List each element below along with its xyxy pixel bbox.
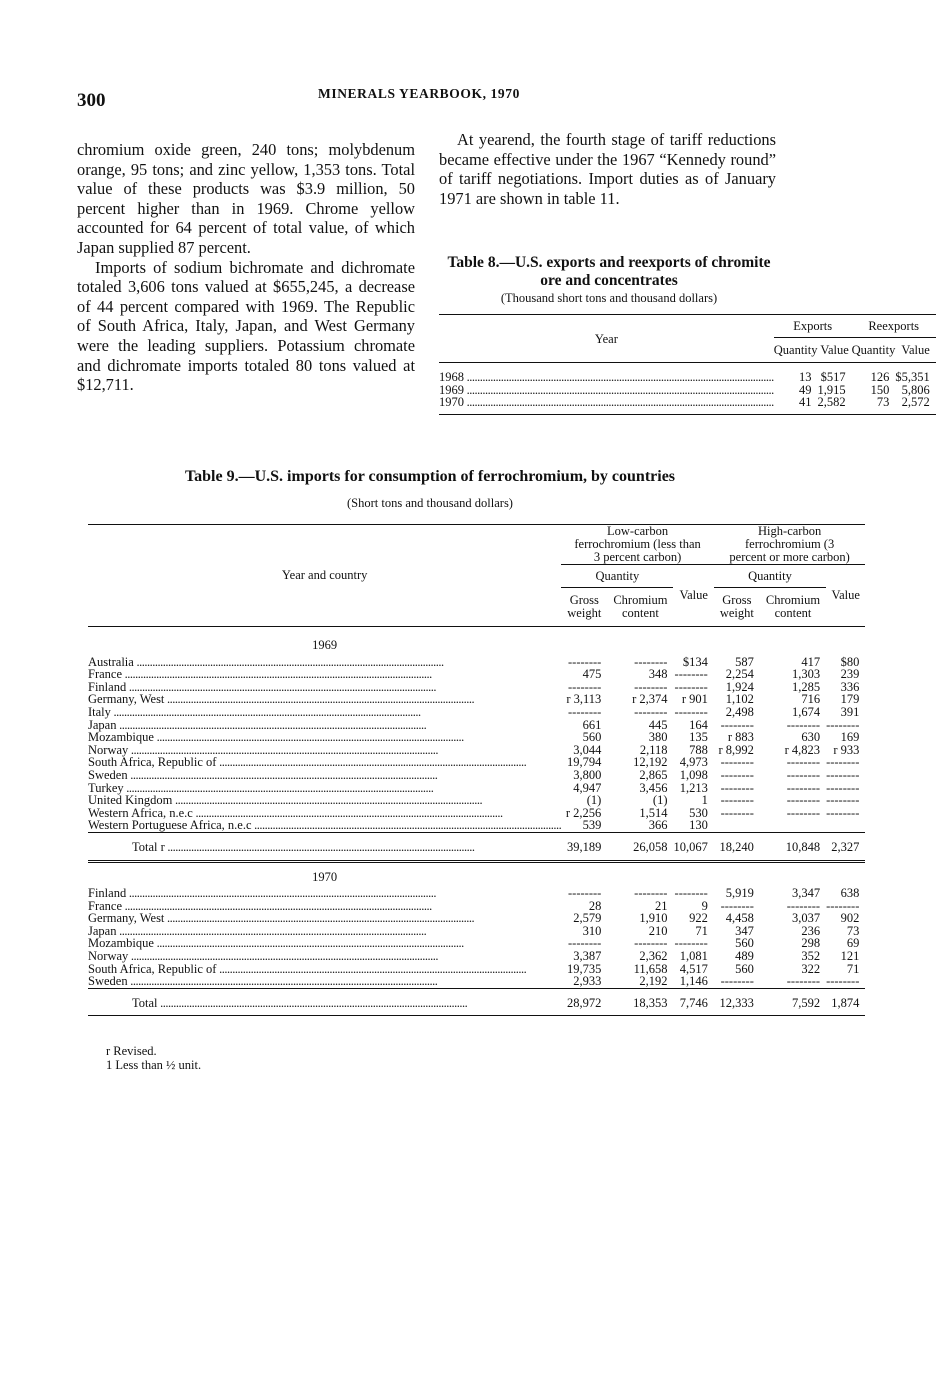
table9-cell: 336 bbox=[840, 679, 860, 694]
table9-col-value-low: Value bbox=[673, 565, 713, 627]
table9-cell: -------- bbox=[634, 886, 668, 901]
footnote-revised: r Revised. bbox=[106, 1044, 157, 1058]
table9-country: United Kingdom ..... bbox=[88, 794, 561, 807]
table9-cell: -------- bbox=[674, 704, 708, 719]
table9-country: Norway ..... bbox=[88, 744, 561, 757]
table9-cell: -------- bbox=[786, 780, 821, 795]
table9-cell: r 3,113 bbox=[566, 692, 602, 707]
table9-cell: -------- bbox=[720, 767, 754, 782]
table9-cell: -------- bbox=[568, 704, 602, 719]
table9-group-high-carbon: High-carbon ferrochromium (3 percent or more carbon) bbox=[729, 524, 850, 564]
table9-country: France ..... bbox=[88, 900, 561, 913]
table9-cell: 28 bbox=[588, 898, 602, 913]
table9-cell: -------- bbox=[786, 717, 821, 732]
table9-total-cell: 10,848 bbox=[785, 839, 821, 854]
table9-cell: -------- bbox=[674, 886, 708, 901]
table9-row bbox=[88, 887, 865, 900]
table8-cell: $517 bbox=[820, 370, 846, 384]
table9-country: Italy ..... bbox=[88, 706, 561, 719]
table9-cell: -------- bbox=[826, 805, 860, 820]
table9-country: South Africa, Republic of ..... bbox=[88, 756, 561, 769]
table9-row bbox=[88, 769, 865, 782]
table9-cell: 3,044 bbox=[573, 742, 602, 757]
table8-cell: 49 bbox=[799, 382, 812, 397]
table9-cell: 2,118 bbox=[639, 742, 668, 757]
table9-cell: -------- bbox=[786, 793, 821, 808]
table9-cell: r 933 bbox=[833, 742, 860, 757]
table9-country: Norway ..... bbox=[88, 950, 561, 963]
table9-cell: (1) bbox=[586, 793, 602, 808]
table9-empty-cell bbox=[673, 627, 713, 656]
table9-row bbox=[88, 912, 865, 925]
table9-cell: 630 bbox=[801, 730, 821, 745]
table8-cell: 126 bbox=[870, 370, 890, 384]
table8-cell: 1,915 bbox=[817, 382, 846, 397]
table9-cell: 236 bbox=[801, 923, 821, 938]
table9-cell: r 4,823 bbox=[784, 742, 821, 757]
table9-total-row bbox=[88, 832, 865, 861]
table9-total-cell: 39,189 bbox=[566, 839, 602, 854]
table9-cell: 322 bbox=[801, 961, 821, 976]
table9-total-cell: 12,333 bbox=[719, 995, 754, 1010]
table9-cell: 73 bbox=[846, 923, 860, 938]
table8 bbox=[439, 314, 936, 415]
table9-cell: -------- bbox=[826, 717, 860, 732]
table9-cell: 1,924 bbox=[725, 679, 754, 694]
table9-col-gross-weight: Gross weight bbox=[567, 593, 602, 620]
table9-empty-cell bbox=[673, 861, 713, 887]
table9-cell: 587 bbox=[735, 654, 754, 669]
table9-row bbox=[88, 794, 865, 807]
table9-cell: 4,947 bbox=[573, 780, 602, 795]
table9-cell: 716 bbox=[801, 692, 821, 707]
table8-cell: 73 bbox=[876, 395, 890, 410]
table9-cell: 310 bbox=[582, 923, 602, 938]
table9-empty-cell bbox=[714, 627, 760, 656]
table9-quantity-high: Quantity bbox=[714, 565, 826, 588]
table9-total-row bbox=[88, 988, 865, 1016]
left-column bbox=[77, 140, 415, 395]
table9-cell: -------- bbox=[786, 898, 821, 913]
table9-col-value-high: Value bbox=[826, 565, 865, 627]
table9-cell: 2,933 bbox=[573, 974, 602, 989]
table9-total-cell: 10,067 bbox=[673, 839, 708, 854]
table9-cell: 475 bbox=[582, 667, 602, 682]
table9-col-country: Year and country bbox=[281, 568, 368, 582]
table9-cell: -------- bbox=[786, 755, 821, 770]
table9-cell: 4,517 bbox=[679, 961, 708, 976]
table9-cell: 121 bbox=[840, 949, 860, 964]
table8-col-value: Value bbox=[895, 338, 935, 363]
table9-row bbox=[88, 668, 865, 681]
table8-group-reexports: Reexports bbox=[868, 318, 920, 333]
table9-cell: -------- bbox=[720, 780, 754, 795]
table9-cell: -------- bbox=[720, 805, 754, 820]
table9-cell: -------- bbox=[786, 974, 821, 989]
body-paragraph: At yearend, the fourth stage of tariff reductions became effective under the 1967 “Kennedy round” of tariff negotiations. Import duties as of January 1971 are shown in table 11. bbox=[439, 130, 776, 208]
table9-empty-cell bbox=[760, 861, 826, 887]
table9-cell: -------- bbox=[634, 654, 668, 669]
table9-total-cell: 18,240 bbox=[719, 839, 754, 854]
table9-cell: 2,865 bbox=[639, 767, 668, 782]
table9-cell: 489 bbox=[735, 949, 754, 964]
table9-cell: 788 bbox=[689, 742, 708, 757]
table9-cell: 352 bbox=[801, 949, 821, 964]
table9-country: Western Africa, n.e.c ..... bbox=[88, 807, 561, 820]
table9-cell: 380 bbox=[648, 730, 668, 745]
table9-empty-cell bbox=[714, 861, 760, 887]
table9-subtitle: (Short tons and thousand dollars) bbox=[347, 496, 513, 510]
table9-country: France ..... bbox=[88, 668, 561, 681]
table9-country: Sweden ..... bbox=[88, 769, 561, 782]
table9-cell: 1,910 bbox=[639, 911, 668, 926]
table9-row bbox=[88, 975, 865, 988]
table9-cell: -------- bbox=[826, 974, 860, 989]
table8-col-quantity: Quantity bbox=[852, 338, 896, 363]
table9-cell: 2,254 bbox=[725, 667, 754, 682]
table9-cell: 2,498 bbox=[725, 704, 754, 719]
table9-country: Finland ..... bbox=[88, 887, 561, 900]
table9-cell: 135 bbox=[689, 730, 708, 745]
table9-year-label: 1970 bbox=[312, 869, 338, 884]
table9-cell: 11,658 bbox=[633, 961, 668, 976]
table8-year: 1969 ..... bbox=[439, 384, 774, 397]
table9-cell: 1,303 bbox=[791, 667, 821, 682]
table9-cell: -------- bbox=[674, 679, 708, 694]
table9-cell: -------- bbox=[826, 767, 860, 782]
table9-cell: 366 bbox=[648, 818, 668, 833]
table9-row bbox=[88, 950, 865, 963]
table9-cell: r 883 bbox=[727, 730, 754, 745]
table9-country: Turkey ..... bbox=[88, 782, 561, 795]
table9-cell: 1,102 bbox=[725, 692, 754, 707]
table9-cell: 1,146 bbox=[679, 974, 708, 989]
running-head: MINERALS YEARBOOK, 1970 bbox=[318, 86, 520, 101]
table9-total-cell: 1,874 bbox=[831, 995, 860, 1010]
table8-title: Table 8.—U.S. exports and reexports of chromite ore and concentrates bbox=[447, 254, 771, 289]
table9-empty-cell bbox=[760, 627, 826, 656]
table9-cell: 71 bbox=[846, 961, 860, 976]
table9-cell: 130 bbox=[689, 818, 708, 833]
table9-year-row bbox=[88, 861, 865, 887]
table9-cell: -------- bbox=[786, 767, 821, 782]
table9-cell: -------- bbox=[568, 654, 602, 669]
table9-cell: 1,098 bbox=[679, 767, 708, 782]
table9-cell: 1 bbox=[701, 793, 708, 808]
table9-cell bbox=[760, 819, 826, 832]
table9-cell: -------- bbox=[720, 717, 754, 732]
table9-cell: -------- bbox=[674, 936, 708, 951]
footnote-less-than-half: 1 Less than ½ unit. bbox=[106, 1058, 202, 1072]
table8-cell: 41 bbox=[799, 395, 812, 410]
table9-country: South Africa, Republic of ..... bbox=[88, 963, 561, 976]
table8-group-exports: Exports bbox=[793, 318, 833, 333]
table8-bottom-rule bbox=[439, 409, 936, 415]
table8-year: 1968 ..... bbox=[439, 363, 774, 384]
table9-total-cell: 7,746 bbox=[679, 995, 708, 1010]
table9-cell: 539 bbox=[582, 818, 602, 833]
table9-cell: 348 bbox=[648, 667, 668, 682]
table9-cell: -------- bbox=[826, 898, 860, 913]
table9-total-cell: 18,353 bbox=[633, 995, 668, 1010]
table9-cell: $134 bbox=[682, 654, 708, 669]
table9-cell: -------- bbox=[568, 886, 602, 901]
table9-col-chromium-content: Chromium content bbox=[765, 593, 821, 620]
table9-total-cell: 26,058 bbox=[633, 839, 668, 854]
table9-cell: -------- bbox=[720, 974, 754, 989]
table9-year-label: 1969 bbox=[312, 638, 338, 652]
table9-cell: r 2,374 bbox=[632, 692, 668, 707]
table9-cell: r 2,256 bbox=[565, 805, 602, 820]
table9-cell: 1,081 bbox=[679, 949, 708, 964]
table9-total-cell: 28,972 bbox=[566, 995, 602, 1010]
table9-country: Finland ..... bbox=[88, 681, 561, 694]
table9-cell: 638 bbox=[840, 886, 860, 901]
table9-cell: -------- bbox=[826, 780, 860, 795]
table9-cell: 210 bbox=[648, 923, 668, 938]
table9-cell: 3,456 bbox=[639, 780, 668, 795]
table9-cell: 902 bbox=[840, 911, 860, 926]
table8-row bbox=[439, 396, 936, 409]
table9-cell: r 901 bbox=[681, 692, 708, 707]
table9-cell: 922 bbox=[689, 911, 708, 926]
table8-cell: 2,582 bbox=[817, 395, 846, 410]
table9-quantity-low: Quantity bbox=[561, 565, 673, 588]
table9-cell: 71 bbox=[695, 923, 708, 938]
table9-cell: -------- bbox=[826, 793, 860, 808]
table9-cell: 1,285 bbox=[791, 679, 821, 694]
table9-cell: 2,362 bbox=[639, 949, 668, 964]
table8-col-quantity: Quantity bbox=[774, 338, 818, 363]
table9-cell: 3,800 bbox=[573, 767, 602, 782]
table9-cell: 4,458 bbox=[725, 911, 754, 926]
table9-cell: 530 bbox=[689, 805, 708, 820]
table8-cell: $5,351 bbox=[895, 370, 930, 384]
table9-row bbox=[88, 731, 865, 744]
table9-total-cell: 7,592 bbox=[791, 995, 821, 1010]
table9-cell: 3,037 bbox=[791, 911, 821, 926]
table9-cell: 1,674 bbox=[791, 704, 821, 719]
table9-col-chromium-content: Chromium content bbox=[613, 593, 668, 620]
table9-cell bbox=[714, 819, 760, 832]
table9-cell: 19,735 bbox=[566, 961, 602, 976]
table9-country: Japan ..... bbox=[88, 719, 561, 732]
table9-cell: 19,794 bbox=[566, 755, 602, 770]
right-column bbox=[439, 130, 776, 208]
table9-total-label: Total r ..... bbox=[88, 832, 561, 861]
table9-cell: 169 bbox=[840, 730, 860, 745]
table9-cell: 661 bbox=[582, 717, 602, 732]
table9-country: Australia ..... bbox=[88, 656, 561, 669]
table9-cell: 69 bbox=[846, 936, 860, 951]
page-number: 300 bbox=[77, 90, 106, 111]
table9-cell: $80 bbox=[840, 654, 860, 669]
table9-cell: -------- bbox=[720, 793, 754, 808]
table8-cell: 150 bbox=[870, 382, 890, 397]
table9-cell: -------- bbox=[568, 936, 602, 951]
table9-cell: 1,213 bbox=[679, 780, 708, 795]
table9-cell: 179 bbox=[840, 692, 860, 707]
table9-cell: r 8,992 bbox=[718, 742, 754, 757]
table9-title: Table 9.—U.S. imports for consumption of ferrochromium, by countries bbox=[184, 468, 676, 485]
table9-cell bbox=[826, 819, 865, 832]
body-paragraph: chromium oxide green, 240 tons; molybdenum orange, 95 tons; and zinc yellow, 1,353 tons. Total value of these products was $3.9 million, 50 percent higher than in 1969. Chrome yellow accounted for 64 percent of total value, of which Japan supplied 87 percent. bbox=[77, 140, 415, 257]
table9-cell: (1) bbox=[652, 793, 668, 808]
table9-total-label: Total ..... bbox=[88, 988, 561, 1016]
table9-country: Japan ..... bbox=[88, 925, 561, 938]
table9-cell: 298 bbox=[801, 936, 821, 951]
table9-country: Western Portuguese Africa, n.e.c ..... bbox=[88, 819, 561, 832]
table9-cell: -------- bbox=[634, 679, 668, 694]
table9-country: Mozambique ..... bbox=[88, 731, 561, 744]
table9-cell: 9 bbox=[701, 898, 708, 913]
table9-cell: 164 bbox=[689, 717, 708, 732]
table9-cell: 347 bbox=[735, 923, 754, 938]
table9-empty-cell bbox=[607, 627, 673, 656]
table8-subtitle: (Thousand short tons and thousand dollars) bbox=[500, 291, 718, 305]
table8-row bbox=[439, 363, 936, 384]
table9-empty-cell bbox=[561, 627, 607, 656]
table9-cell: 4,973 bbox=[679, 755, 708, 770]
table9-country: Mozambique ..... bbox=[88, 937, 561, 950]
table9-country: Sweden ..... bbox=[88, 975, 561, 988]
table9-empty-cell bbox=[826, 627, 865, 656]
table9-cell: 2,192 bbox=[639, 974, 668, 989]
table9-cell: 417 bbox=[801, 654, 821, 669]
table9-cell: -------- bbox=[634, 936, 668, 951]
table9-cell: 445 bbox=[648, 717, 668, 732]
table9-cell: 5,919 bbox=[725, 886, 754, 901]
table9-total-cell: 2,327 bbox=[831, 839, 860, 854]
table9-cell: 391 bbox=[840, 704, 860, 719]
table9-year-row bbox=[88, 627, 865, 656]
body-paragraph: Imports of sodium bichromate and dichromate totaled 3,606 tons valued at $655,245, a decrease of 44 percent compared with 1969. The Republic of South Africa, Italy, Japan, and West Germany were the leading suppliers. Potassium chromate and dichromate imports totaled 80 tons valued at $12,711. bbox=[77, 257, 415, 395]
table9-empty-cell bbox=[826, 861, 865, 887]
footnotes bbox=[106, 1044, 201, 1072]
table8-cell: 2,572 bbox=[901, 395, 930, 410]
table8-year: 1970 ..... bbox=[439, 396, 774, 409]
table9-cell: 239 bbox=[840, 667, 860, 682]
table9-cell: 3,347 bbox=[791, 886, 821, 901]
table9-row bbox=[88, 819, 865, 832]
table8-col-year: Year bbox=[439, 315, 774, 363]
table9-group-low-carbon: Low-carbon ferrochromium (less than 3 percent carbon) bbox=[574, 524, 701, 564]
table9-cell: -------- bbox=[720, 755, 754, 770]
table9-empty-cell bbox=[607, 861, 673, 887]
table8-cell: 5,806 bbox=[901, 382, 930, 397]
table9-cell: -------- bbox=[786, 805, 821, 820]
table9-cell: 2,579 bbox=[573, 911, 602, 926]
table9-cell: 21 bbox=[654, 898, 668, 913]
table9-country: Germany, West ..... bbox=[88, 912, 561, 925]
table9-cell: -------- bbox=[720, 898, 754, 913]
table9-cell: 560 bbox=[735, 936, 754, 951]
table9-cell: 3,387 bbox=[573, 949, 602, 964]
table9-empty-cell bbox=[561, 861, 607, 887]
table9-cell: 560 bbox=[735, 961, 754, 976]
table9-country: Germany, West ..... bbox=[88, 693, 561, 706]
table9-cell: -------- bbox=[568, 679, 602, 694]
table9-cell: -------- bbox=[634, 704, 668, 719]
table9-row bbox=[88, 706, 865, 719]
table9-cell: 12,192 bbox=[633, 755, 668, 770]
table9 bbox=[88, 524, 865, 1016]
table9-col-gross-weight: Gross weight bbox=[719, 593, 754, 620]
table8-col-value: Value bbox=[818, 338, 852, 363]
table9-cell: 1,514 bbox=[639, 805, 668, 820]
table8-cell: 13 bbox=[799, 370, 812, 384]
table9-cell: -------- bbox=[674, 667, 708, 682]
table9-cell: -------- bbox=[826, 755, 860, 770]
table8-bottom-spacer bbox=[439, 409, 936, 415]
table9-cell: 560 bbox=[582, 730, 602, 745]
